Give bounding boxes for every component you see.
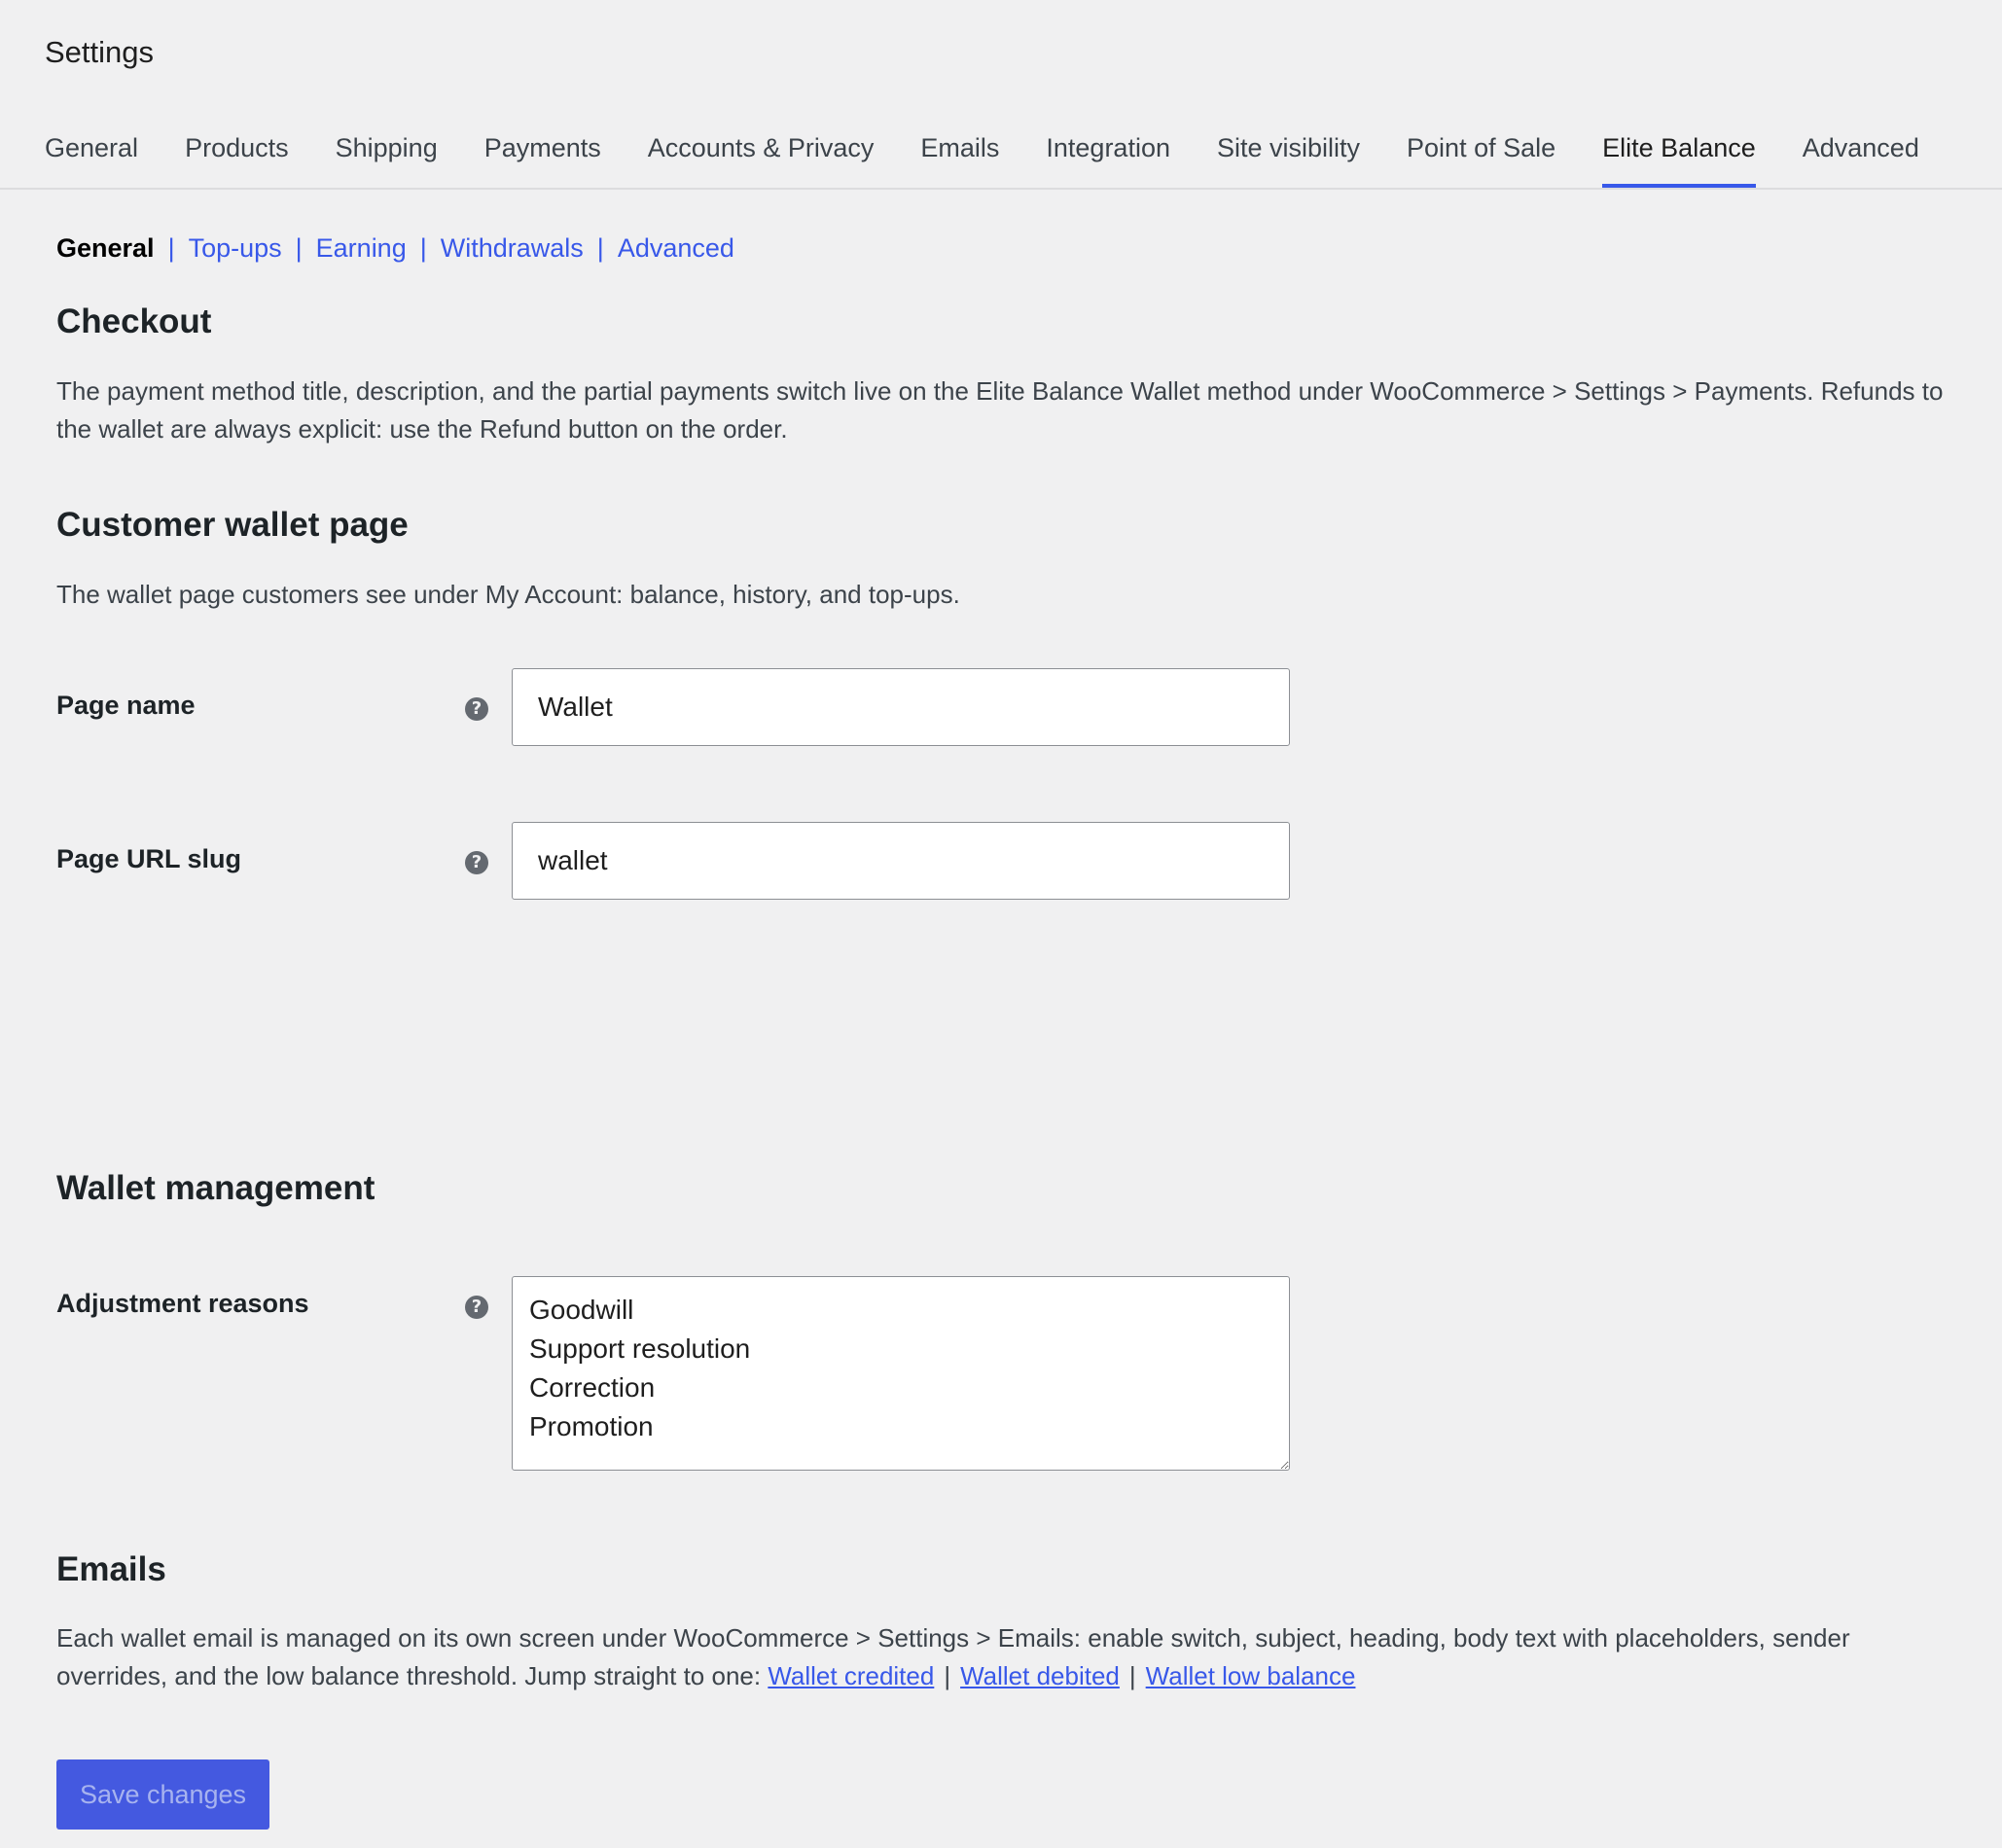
settings-header — [0, 0, 2002, 190]
emails-description — [56, 1619, 1963, 1695]
section-subnav — [56, 231, 734, 266]
page-name-label: Page name — [56, 691, 196, 720]
wallet-management-heading: Wallet management — [56, 1169, 375, 1207]
subnav-separator: | — [167, 233, 175, 263]
checkout-heading: Checkout — [56, 302, 212, 340]
tab-general[interactable]: General — [45, 133, 139, 162]
wallet-page-description: The wallet page customers see under My Account: balance, history, and top-ups. — [56, 580, 960, 609]
help-icon[interactable]: ? — [465, 851, 488, 874]
subnav-current-general: General — [56, 233, 155, 263]
emails-description-text: Each wallet email is managed on its own screen under WooCommerce > Settings > Emails: enable switch, subject, heading, body text with placeholders, sender overrides, and the low balance threshold. Jump straight to one: — [56, 1623, 1850, 1690]
wallet-low-balance-link[interactable]: Wallet low balance — [1145, 1661, 1356, 1690]
tab-shipping[interactable]: Shipping — [335, 133, 438, 162]
tab-payments[interactable]: Payments — [483, 133, 601, 162]
subnav-separator: | — [295, 233, 303, 263]
page-url-slug-input[interactable] — [512, 822, 1290, 900]
emails-heading: Emails — [56, 1550, 166, 1588]
save-changes-button[interactable]: Save changes — [56, 1759, 269, 1830]
adjustment-reasons-label: Adjustment reasons — [56, 1289, 309, 1318]
wallet-page-heading: Customer wallet page — [56, 506, 409, 544]
help-icon[interactable]: ? — [465, 697, 488, 721]
subnav-link-withdrawals[interactable]: Withdrawals — [440, 233, 584, 263]
tab-accounts-privacy[interactable]: Accounts & Privacy — [647, 133, 875, 162]
checkout-description: The payment method title, description, and the partial payments switch live on the Elite Balance Wallet method under WooCommerce > Settings > Payments. Refunds to the wallet are always explicit: use the Refund button on the order. — [56, 376, 1944, 444]
settings-tabs — [45, 126, 1966, 190]
tab-site-visibility[interactable]: Site visibility — [1216, 133, 1361, 162]
tab-integration[interactable]: Integration — [1046, 133, 1170, 162]
subnav-link-top-ups[interactable]: Top-ups — [188, 233, 282, 263]
tab-advanced[interactable]: Advanced — [1802, 133, 1919, 162]
subnav-link-advanced[interactable]: Advanced — [617, 233, 734, 263]
help-icon[interactable]: ? — [465, 1296, 488, 1319]
page-title: Settings — [45, 35, 155, 69]
tab-products[interactable]: Products — [185, 133, 289, 162]
tab-point-of-sale[interactable]: Point of Sale — [1407, 133, 1556, 162]
subnav-separator: | — [596, 233, 604, 263]
tab-emails[interactable]: Emails — [920, 133, 1000, 162]
link-separator: | — [1128, 1661, 1136, 1690]
tab-elite-balance[interactable]: Elite Balance — [1602, 126, 1756, 188]
adjustment-reasons-textarea[interactable] — [512, 1276, 1290, 1471]
page-name-input[interactable] — [512, 668, 1290, 746]
wallet-credited-link[interactable]: Wallet credited — [768, 1661, 935, 1690]
page-url-slug-label: Page URL slug — [56, 844, 242, 873]
subnav-link-earning[interactable]: Earning — [315, 233, 407, 263]
subnav-separator: | — [419, 233, 427, 263]
link-separator: | — [944, 1661, 951, 1690]
wallet-debited-link[interactable]: Wallet debited — [960, 1661, 1120, 1690]
